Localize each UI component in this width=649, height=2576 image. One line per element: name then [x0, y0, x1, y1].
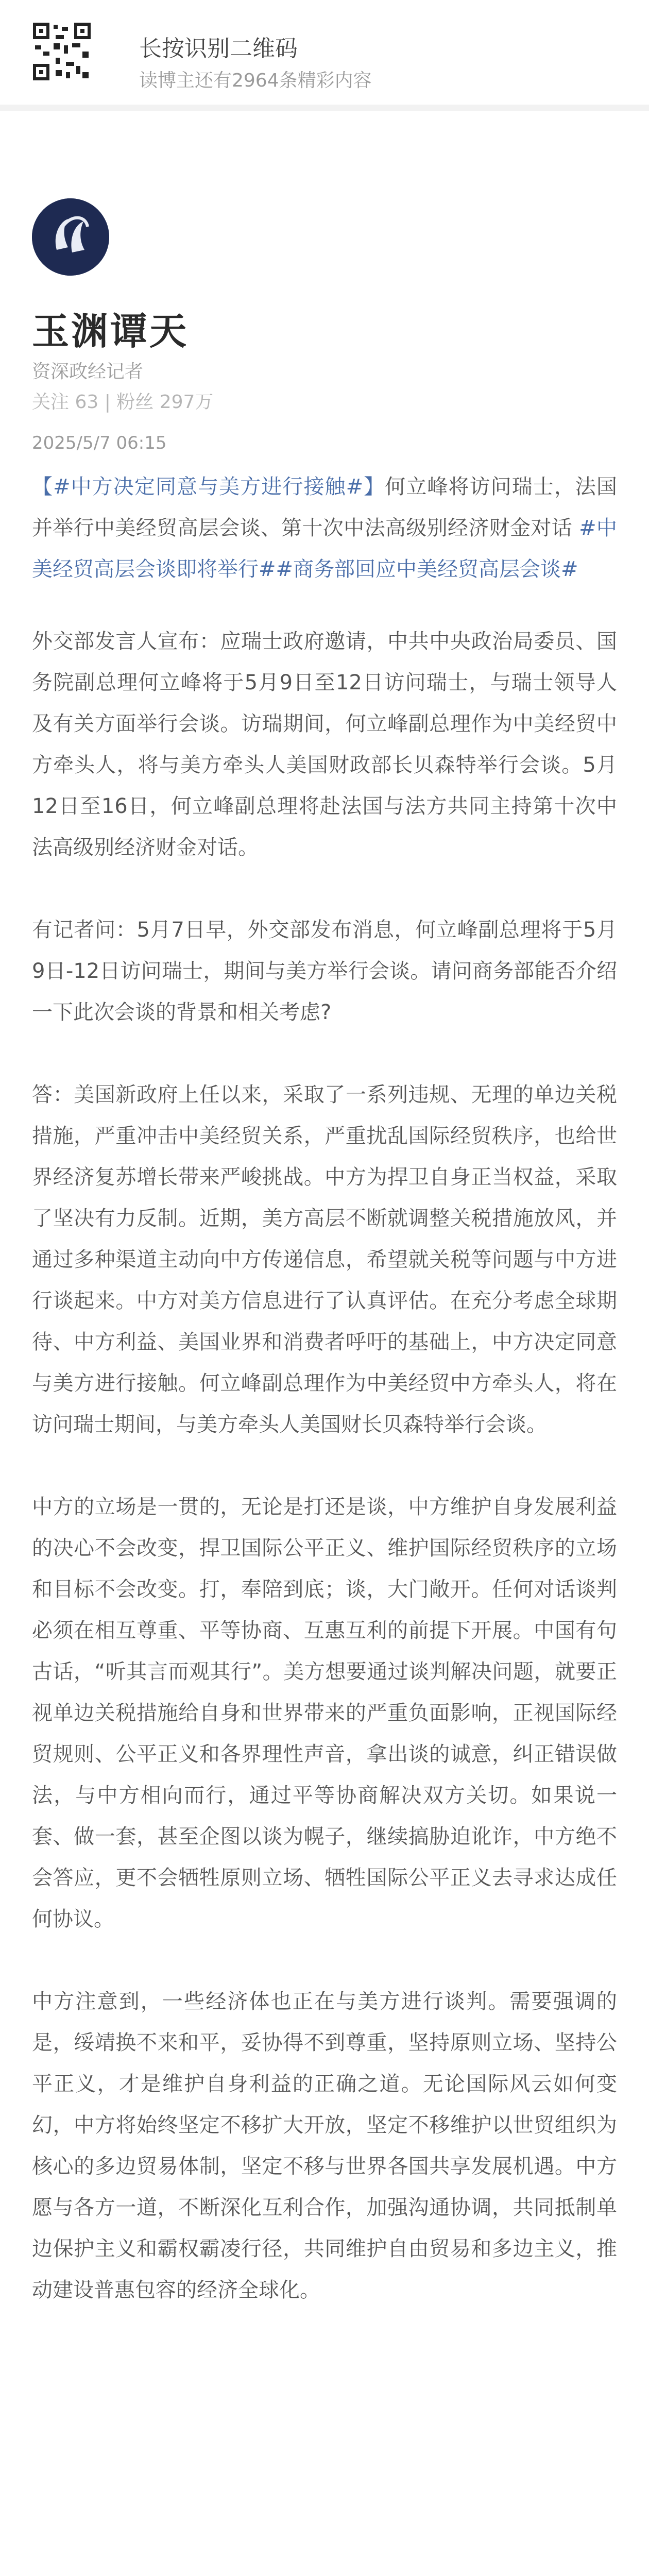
top-banner-title: 长按识别二维码 — [139, 36, 298, 62]
article-paragraph: 中方注意到，一些经济体也正在与美方进行谈判。需要强调的是，绥靖换不来和平，妥协得不到尊重，坚持原则立场、坚持公平正义，才是维护自身利益的正确之道。无论国际风云如何变幻，中方将始终坚定不移扩大开放，坚定不移维护以世贸组织为核心的多边贸易体制，坚定不移与世界各国共享发展机遇。中方愿与各方一道，不断深化互利合作，加强沟通协调，共同抵制单边保护主义和霸权霸凌行径，共同维护自由贸易和多边主义，推动建设普惠包容的经济全球化。 — [32, 1990, 617, 2302]
author-description: 资深政经记者 — [32, 361, 144, 382]
lead-text: 何立峰将访问瑞士，法国并举行中美经贸高层会谈、第十次中法高级别经济财金对话 — [32, 475, 618, 540]
article-paragraph: 答：美国新政府上任以来，采取了一系列违规、无理的单边关税措施，严重冲击中美经贸关系，严重扰乱国际经贸秩序，也给世界经济复苏增长带来严峻挑战。中方为捍卫自身正当权益，采取了坚决有力反制。近期，美方高层不断就调整关税措施放风，并通过多种渠道主动向中方传递信息，希望就关税等问题与中方进行谈起来。中方对美方信息进行了认真评估。在充分考虑全球期待、中方利益、美国业界和消费者呼吁的基础上，中方决定同意与美方进行接触。何立峰副总理作为中美经贸中方牵头人，将在访问瑞士期间，与美方牵头人美国财长贝森特举行会谈。 — [32, 1083, 617, 1436]
lead-paragraph — [32, 466, 617, 590]
hashtag-link[interactable]: #中美经贸高层会谈即将举行# — [32, 516, 618, 581]
post-date: 2025/5/7 06:15 — [32, 433, 167, 453]
author-stats: 关注 63 | 粉丝 297万 — [32, 392, 214, 413]
article-paragraph: 有记者问：5月7日早，外交部发布消息，何立峰副总理将于5月9日-12日访问瑞士，期间与美方举行会谈。请问商务部能否介绍一下此次会谈的背景和相关考虑? — [32, 918, 617, 1024]
hashtag-link[interactable]: #商务部回应中美经贸高层会谈# — [276, 557, 578, 581]
article-paragraph: 外交部发言人宣布：应瑞士政府邀请，中共中央政治局委员、国务院副总理何立峰将于5月9日至12日访问瑞士，与瑞士领导人及有关方面举行会谈。访瑞期间，何立峰副总理作为中美经贸中方牵头人，将与美方牵头人美国财政部长贝森特举行会谈。5月12日至16日，何立峰副总理将赴法国与法方共同主持第十次中法高级别经济财金对话。 — [32, 630, 617, 859]
author-avatar-icon[interactable] — [32, 198, 109, 276]
top-qr-banner — [0, 0, 649, 111]
qr-code-icon[interactable] — [31, 21, 93, 82]
article-paragraph: 中方的立场是一贯的，无论是打还是谈，中方维护自身发展利益的决心不会改变，捍卫国际公平正义、维护国际经贸秩序的立场和目标不会改变。打，奉陪到底；谈，大门敞开。任何对话谈判必须在相互尊重、平等协商、互惠互利的前提下开展。中国有句古话，“听其言而观其行”。美方想要通过谈判解决问题，就要正视单边关税措施给自身和世界带来的严重负面影响，正视国际经贸规则、公平正义和各界理性声音，拿出谈的诚意，纠正错误做法，与中方相向而行，通过平等协商解决双方关切。如果说一套、做一套，甚至企图以谈为幌子，继续搞胁迫讹诈，中方绝不会答应，更不会牺牲原则立场、牺牲国际公平正义去寻求达成任何协议。 — [32, 1495, 617, 1931]
article-body — [32, 466, 617, 2352]
top-banner-subtitle: 读博主还有2964条精彩内容 — [139, 70, 372, 91]
author-name[interactable]: 玉渊谭天 — [32, 310, 189, 353]
hashtag-link[interactable]: 【#中方决定同意与美方进行接触#】 — [32, 475, 385, 499]
